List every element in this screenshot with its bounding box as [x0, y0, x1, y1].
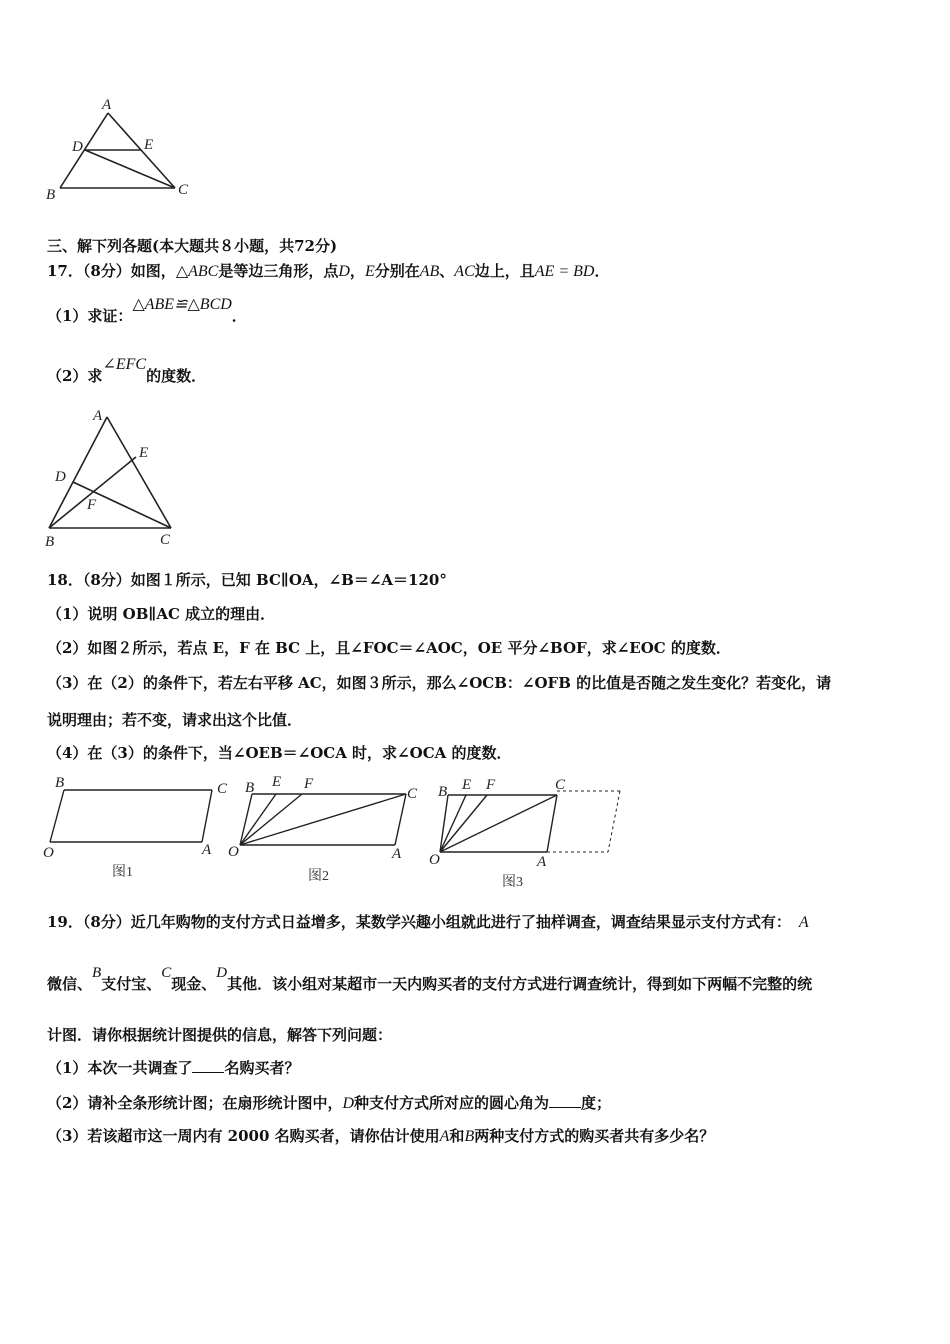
segment-be — [49, 457, 136, 528]
label-d: D — [72, 139, 83, 155]
fig3-label-f: F — [486, 777, 496, 793]
fig1-parallelogram — [50, 790, 212, 842]
q17-end: ． — [594, 262, 610, 280]
fig3-label-c: C — [555, 777, 566, 793]
fig2-label-a: A — [392, 846, 402, 862]
q17-sep-2: 、 — [439, 262, 455, 280]
q18-part4: （4）在（3）的条件下，当∠OEB＝∠OCA 时，求∠OCA 的度数． — [47, 744, 512, 762]
label-a: A — [102, 97, 112, 113]
q19-part2 — [47, 1093, 611, 1114]
fig3-dashed-shift — [547, 791, 620, 852]
q17-text-2: 分别在 — [374, 262, 420, 280]
q19-part2-d: D — [342, 1095, 355, 1112]
q19-part3 — [47, 1126, 714, 1147]
q19-part2-text: （2）请补全条形统计图；在扇形统计图中， — [47, 1094, 343, 1112]
q19-cash: 现金、 — [171, 975, 217, 993]
fig3-label-e: E — [462, 777, 472, 793]
label-a: A — [93, 408, 103, 424]
q17-part2 — [47, 356, 207, 387]
q17-text-1: 是等边三角形，点 — [218, 262, 339, 280]
fig3-quadrilateral — [440, 795, 557, 852]
fig3-label-b: B — [438, 784, 448, 800]
fig1-label-o: O — [43, 845, 54, 861]
q17-part1-label: （1）求证： — [47, 307, 133, 325]
q17-side-ab: AB — [419, 263, 440, 280]
q17-part1-math: △ABE≌△BCD — [132, 296, 232, 313]
q19-part1 — [47, 1058, 299, 1078]
q19-option-a: A — [798, 914, 809, 931]
q17-text-3: 边上，且 — [474, 262, 535, 280]
q19-option-b: B — [92, 965, 102, 981]
q19-text-1: 19．（8分）近几年购物的支付方式日益增多，某数学兴趣小组就此进行了抽样调查，调查结果显示支付方式有： — [47, 913, 791, 931]
segment-dc — [85, 150, 175, 188]
fig2-label-f: F — [304, 776, 314, 792]
q19-option-c: C — [161, 965, 172, 981]
q19-part1-end: 名购买者？ — [224, 1059, 300, 1077]
label-f: F — [87, 497, 97, 513]
q19-other: 其他．该小组对某超市一天内购买者的支付方式进行调查统计，得到如下两幅不完整的统 — [227, 975, 813, 993]
fig1-label-b: B — [55, 775, 65, 791]
fig1-caption: 图1 — [112, 865, 133, 880]
label-e: E — [144, 137, 154, 153]
q18-statement: 18．（8分）如图１所示，已知 BC∥OA，∠B＝∠A＝120° — [47, 571, 447, 589]
q19-part2-end: 度； — [581, 1094, 612, 1112]
q19-part3-text: （3）若该超市这一周内有 2000 名购买者，请你估计使用 — [47, 1127, 440, 1145]
fig1-label-a: A — [202, 842, 212, 858]
q18-part1: （1）说明 OB∥AC 成立的理由． — [47, 605, 276, 623]
q17-part2-end: 的度数． — [146, 367, 207, 385]
q19-part3-end: 两种支付方式的购买者共有多少名？ — [474, 1127, 715, 1145]
q19-alipay: 支付宝、 — [101, 975, 162, 993]
q19-part3-b: B — [464, 1128, 475, 1145]
fig3-caption: 图3 — [502, 875, 523, 890]
label-c: C — [178, 182, 189, 198]
fig3-label-a: A — [537, 854, 547, 870]
q17-triangle: △ABC — [175, 263, 219, 280]
fig2-label-b: B — [245, 780, 255, 796]
fig1-label-c: C — [217, 781, 228, 797]
fig3-label-o: O — [429, 852, 440, 868]
fig2-caption: 图2 — [308, 869, 329, 884]
q19-statement-line1 — [47, 912, 809, 933]
q17-equation: AE = BD — [534, 263, 595, 280]
q17-part1-end: ． — [231, 307, 247, 325]
q19-part2-mid: 种支付方式所对应的圆心角为 — [354, 1094, 550, 1112]
q19-part3-a: A — [439, 1128, 450, 1145]
label-b: B — [46, 187, 56, 203]
figure-q18 — [40, 770, 640, 895]
q18-part2: （2）如图２所示，若点 E，F 在 BC 上，且∠FOC＝∠AOC，OE 平分∠BOF，求∠EOC 的度数． — [47, 639, 731, 657]
fig2-label-e: E — [272, 774, 282, 790]
q19-wechat: 微信、 — [47, 975, 93, 993]
q19-part1-blank[interactable] — [192, 1058, 224, 1073]
label-b: B — [45, 534, 55, 550]
q19-part2-blank[interactable] — [549, 1093, 581, 1108]
label-d: D — [55, 469, 66, 485]
q17-sep-1: ， — [349, 262, 365, 280]
label-c: C — [160, 532, 171, 548]
q19-part3-and: 和 — [449, 1127, 465, 1145]
figure-triangle-top — [40, 95, 200, 205]
q17-point-e: E — [364, 263, 375, 280]
fig2-label-c: C — [407, 786, 418, 802]
q18-part3-cont: 说明理由；若不变，请求出这个比值． — [47, 711, 303, 729]
q17-number: 17．（8分）如图， — [47, 262, 176, 280]
label-e: E — [139, 445, 149, 461]
q17-part1 — [47, 296, 247, 327]
q18-part3: （3）在（2）的条件下，若左右平移 AC，如图３所示，那么∠OCB：∠OFB 的比值是否随之发生变化？若变化，请 — [47, 674, 832, 692]
q17-part2-math: ∠EFC — [102, 356, 147, 373]
q19-option-d: D — [216, 965, 228, 981]
q19-statement-line3: 计图．请你根据统计图提供的信息，解答下列问题： — [47, 1026, 393, 1044]
q17-side-ac: AC — [454, 263, 475, 280]
q17-part2-label: （2）求 — [47, 367, 103, 385]
fig2-label-o: O — [228, 844, 239, 860]
q19-statement-line2 — [47, 965, 813, 995]
q17-point-d: D — [338, 263, 350, 280]
q19-part1-text: （1）本次一共调查了 — [47, 1059, 193, 1077]
figure-q17-triangle — [40, 405, 190, 550]
fig2-parallelogram — [240, 794, 406, 845]
section-title: 三、解下列各题(本大题共８小题，共72分) — [47, 237, 338, 255]
q17-statement — [47, 261, 609, 282]
